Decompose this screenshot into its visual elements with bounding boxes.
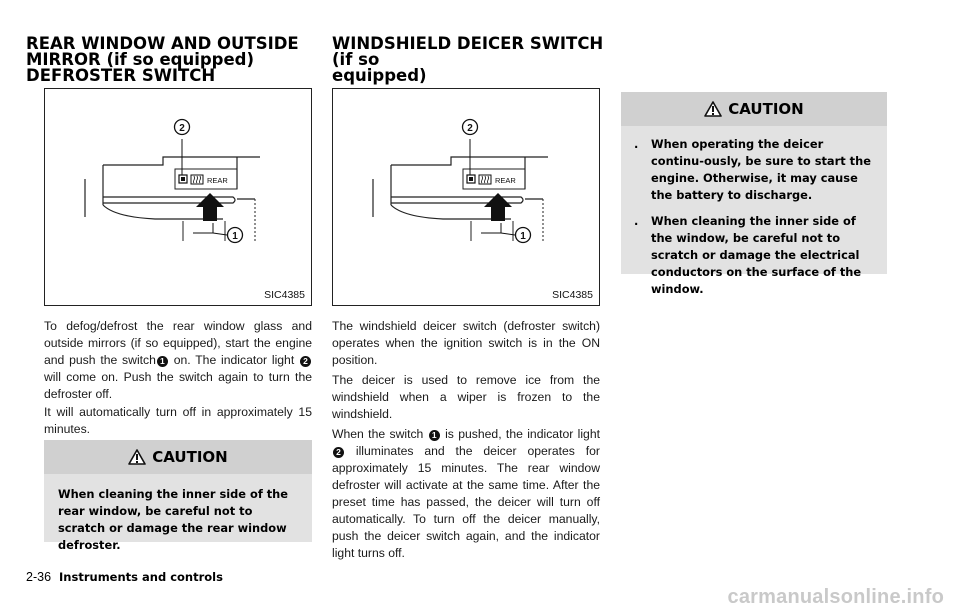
caution-item-text: When cleaning the inner side of the window, be careful not to scratch or damage the electrical conductors on the surface of the window. xyxy=(651,214,862,296)
watermark: carmanualsonline.info xyxy=(727,586,944,608)
page-number: 2-36 xyxy=(26,570,52,584)
defroster-switch-figure xyxy=(44,88,312,306)
text: When the switch xyxy=(332,427,424,441)
caution-label: CAUTION xyxy=(152,448,228,466)
caution-box-right xyxy=(621,92,887,296)
callout-2-marker: 2 xyxy=(333,447,344,458)
caution-header xyxy=(621,92,887,126)
deicer-operation xyxy=(332,426,600,562)
section-title-rear-defroster xyxy=(26,36,316,84)
svg-text:1: 1 xyxy=(520,231,526,242)
caution-label: CAUTION xyxy=(728,100,804,118)
caution-list-container xyxy=(621,126,887,298)
title-line: REAR WINDOW AND OUTSIDE xyxy=(26,34,299,53)
title-line: DEFROSTER SWITCH xyxy=(26,66,216,85)
caution-item xyxy=(627,136,877,204)
caution-item xyxy=(627,213,877,298)
svg-text:2: 2 xyxy=(179,123,185,134)
caution-item-text: When operating the deicer continu-ously, be sure to start the engine. Otherwise, it may cause the battery to discharge. xyxy=(651,137,871,202)
caution-box-left xyxy=(44,440,312,552)
page-footer xyxy=(26,570,223,584)
auto-off-note: It will automatically turn off in approximately 15 minutes. xyxy=(44,405,312,436)
section-name: Instruments and controls xyxy=(59,570,223,584)
rear-label: REAR xyxy=(207,176,228,185)
deicer-description: The windshield deicer switch (defroster switch) operates when the ignition switch is in the ON position. xyxy=(332,319,600,367)
callout-1-marker: 1 xyxy=(429,430,440,441)
text: To defog/defrost the rear window glass and outside mirrors (if so equipped), start the engine and push the switch xyxy=(44,319,312,367)
bullet: . xyxy=(634,214,639,228)
warning-triangle-icon xyxy=(128,449,146,465)
switch-illustration xyxy=(45,89,313,307)
deicer-switch-figure xyxy=(332,88,600,306)
title-line: MIRROR (if so equipped) xyxy=(26,50,255,69)
callout-2-marker: 2 xyxy=(300,356,311,367)
caution-text: When cleaning the inner side of the rear window, be careful not to scratch or damage the rear window defroster. xyxy=(58,487,289,552)
caution-list xyxy=(627,136,877,298)
text: on. The indicator light xyxy=(173,353,295,367)
deicer-purpose: The deicer is used to remove ice from the windshield when a wiper is frozen to the windshield. xyxy=(332,373,600,421)
warning-triangle-icon xyxy=(704,101,722,117)
text: will come on. Push the switch again to turn the defroster off. xyxy=(44,370,312,401)
bullet: . xyxy=(634,137,639,151)
callout-1-marker: 1 xyxy=(157,356,168,367)
figure-code: SIC4385 xyxy=(552,289,593,301)
rear-defroster-instructions xyxy=(44,318,312,403)
switch-illustration xyxy=(333,89,601,307)
caution-header xyxy=(44,440,312,474)
rear-label: REAR xyxy=(495,176,516,185)
svg-text:2: 2 xyxy=(467,123,473,134)
text: is pushed, the indicator light xyxy=(445,427,600,441)
title-line: equipped) xyxy=(332,66,427,85)
text: illuminates and the deicer operates for approximately 15 minutes. The rear window defroster will activate at the same time. After the preset time has passed, the deicer will turn off automatically. To turn off the deicer manually, push the deicer switch again, and the indicator light turns off. xyxy=(332,444,600,560)
middle-column xyxy=(332,36,622,84)
left-column xyxy=(26,36,316,84)
title-line: WINDSHIELD DEICER SWITCH (if so xyxy=(332,34,604,69)
figure-code: SIC4385 xyxy=(264,289,305,301)
svg-text:1: 1 xyxy=(232,231,238,242)
section-title-deicer xyxy=(332,36,622,84)
